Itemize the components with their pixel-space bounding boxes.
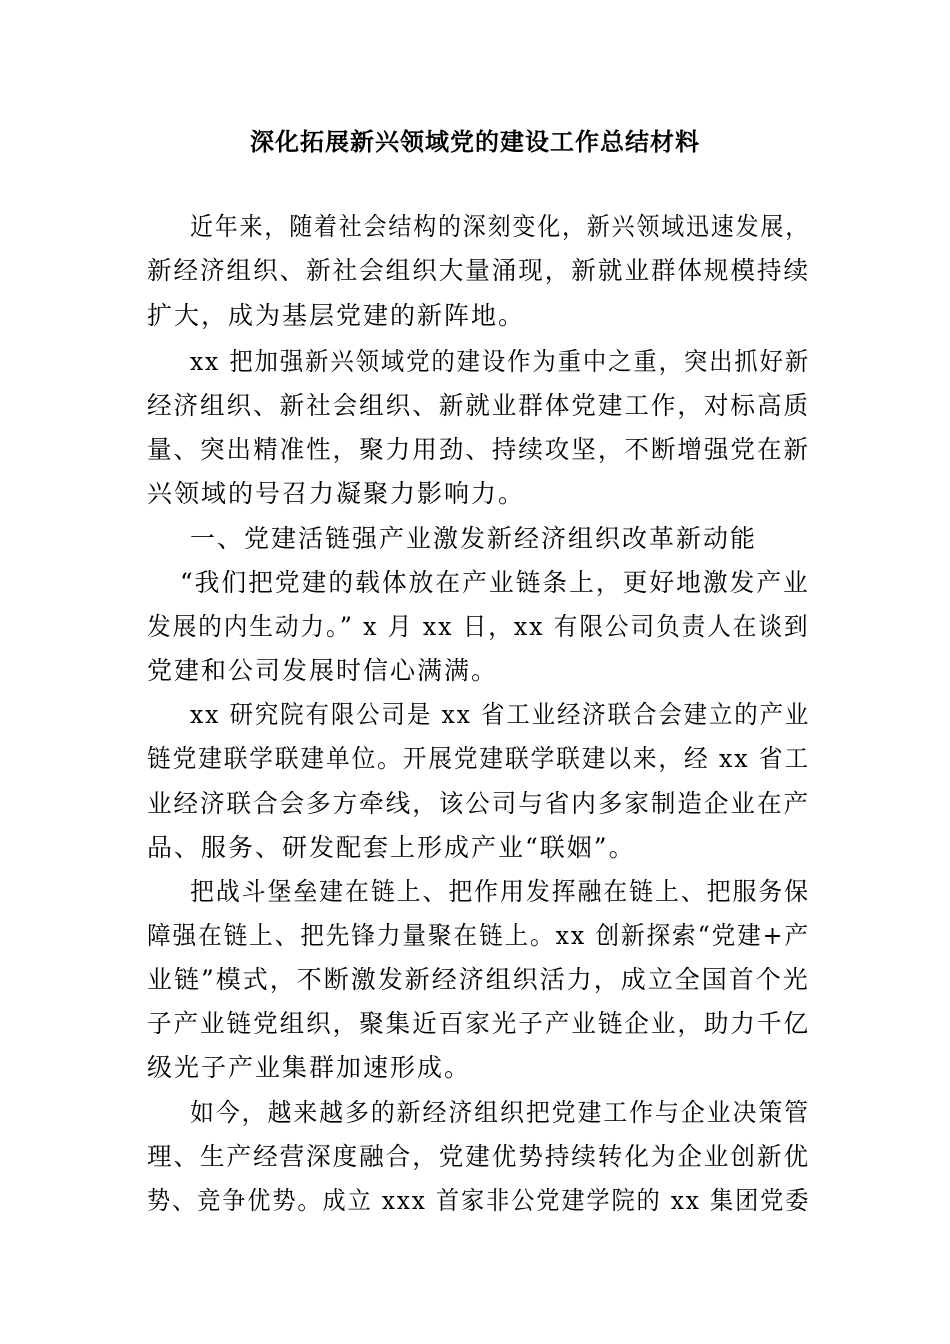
text-line: 兴领域的号召力凝聚力影响力。 xyxy=(147,479,526,508)
text-line: 如今，越来越多的新经济组织把党建工作与企业决策管 xyxy=(190,1098,811,1127)
text-line: 品、服务、研发配套上形成产业“联姻”。 xyxy=(147,833,636,862)
text-line: 把战斗堡垒建在链上、把作用发挥融在链上、把服务保 xyxy=(190,877,811,906)
text-line: 子产业链党组织，聚集近百家光子产业链企业，助力千亿 xyxy=(147,1009,811,1038)
document-title: 深化拓展新兴领域党的建设工作总结材料 xyxy=(250,127,700,156)
text-line: 业经济联合会多方牵线，该公司与省内多家制造企业在产 xyxy=(147,789,811,818)
text-line: 障强在链上、把先锋力量聚在链上。xx 创新探索“党建+产 xyxy=(147,921,810,950)
text-line: 近年来，随着社会结构的深刻变化，新兴领域迅速发展， xyxy=(190,212,811,241)
text-line: 新经济组织、新社会组织大量涌现，新就业群体规模持续 xyxy=(147,256,811,285)
text-line: 发展的内生动力。” x 月 xx 日，xx 有限公司负责人在谈到 xyxy=(147,612,810,641)
text-line: xx 把加强新兴领域党的建设作为重中之重，突出抓好新 xyxy=(190,347,811,376)
text-line: xx 研究院有限公司是 xx 省工业经济联合会建立的产业 xyxy=(190,700,811,729)
text-line: 势、竞争优势。成立 xxx 首家非公党建学院的 xx 集团党委 xyxy=(147,1186,811,1215)
text-line: 扩大，成为基层党建的新阵地。 xyxy=(147,301,526,330)
text-line: 党建和公司发展时信心满满。 xyxy=(147,656,499,685)
text-line: 经济组织、新社会组织、新就业群体党建工作，对标高质 xyxy=(147,391,811,420)
text-line: “我们把党建的载体放在产业链条上，更好地激发产业 xyxy=(180,568,810,597)
text-line: 理、生产经营深度融合，党建优势持续转化为企业创新优 xyxy=(147,1142,811,1171)
text-line: 级光子产业集群加速形成。 xyxy=(147,1053,472,1082)
text-line: 业链”模式，不断激发新经济组织活力，成立全国首个光 xyxy=(147,965,810,994)
text-line: 量、突出精准性，聚力用劲、持续攻坚，不断增强党在新 xyxy=(147,435,811,464)
text-line: 链党建联学联建单位。开展党建联学联建以来，经 xx 省工 xyxy=(147,744,811,773)
section-heading: 一、党建活链强产业激发新经济组织改革新动能 xyxy=(190,524,758,553)
